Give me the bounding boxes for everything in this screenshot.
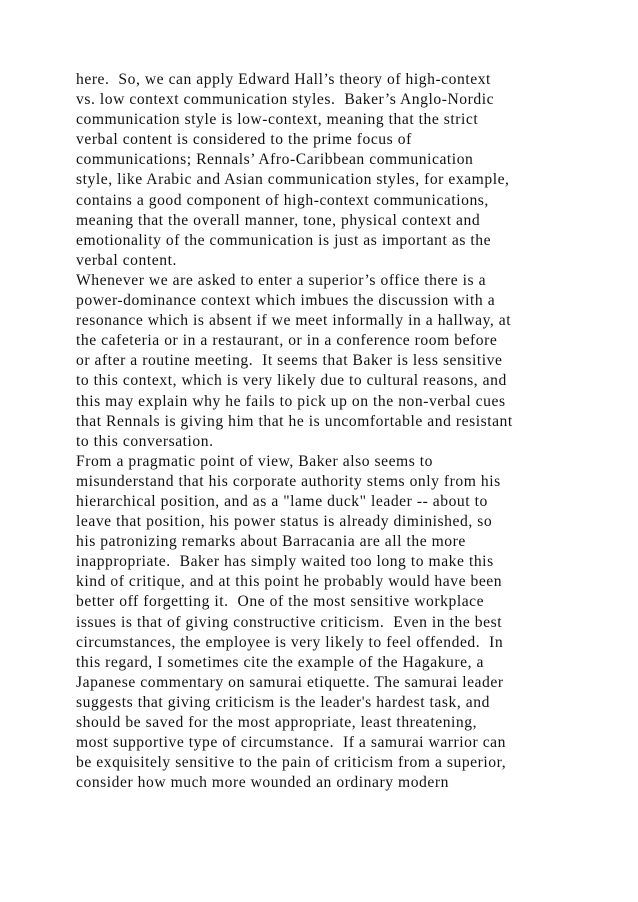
text-line: that Rennals is giving him that he is uncomfortable and resistant [76,412,513,430]
text-line: power-dominance context which imbues the discussion with a [76,292,496,310]
text-line: to this context, which is very likely due to cultural reasons, and [76,372,507,390]
text-line: most supportive type of circumstance. If a samurai warrior can [76,734,506,752]
text-line: issues is that of giving constructive criticism. Even in the best [76,613,503,631]
text-line: verbal content. [76,251,177,269]
text-line: style, like Arabic and Asian communication styles, for example, [76,171,510,189]
text-line: verbal content is considered to the prime focus of [76,131,412,149]
text-line: to this conversation. [76,432,214,450]
text-line: resonance which is absent if we meet informally in a hallway, at [76,312,512,330]
text-line: his patronizing remarks about Barracania are all the more [76,533,466,551]
text-line: hierarchical position, and as a "lame duck" leader -- about to [76,492,488,510]
text-line: meaning that the overall manner, tone, physical context and [76,211,481,229]
text-line: leave that position, his power status is already diminished, so [76,513,493,531]
text-line: suggests that giving criticism is the leader's hardest task, and [76,693,490,711]
text-line: emotionality of the communication is just as important as the [76,231,492,249]
text-line: or after a routine meeting. It seems that Baker is less sensitive [76,352,503,370]
text-line: communications; Rennals’ Afro-Caribbean communication [76,151,474,169]
text-line: kind of critique, and at this point he probably would have been [76,573,503,591]
text-line: this regard, I sometimes cite the example of the Hagakure, a [76,653,484,671]
text-line: better off forgetting it. One of the most sensitive workplace [76,593,485,611]
body-text [76,70,576,793]
text-line: Whenever we are asked to enter a superior’s office there is a [76,271,487,289]
text-line: Japanese commentary on samurai etiquette. The samurai leader [76,673,504,691]
text-line: communication style is low-context, meaning that the strict [76,111,479,129]
text-line: inappropriate. Baker has simply waited too long to make this [76,553,494,571]
text-line: contains a good component of high-context communications, [76,191,489,209]
text-line: here. So, we can apply Edward Hall’s theory of high-context [76,71,491,88]
text-line: should be saved for the most appropriate, least threatening, [76,714,478,731]
text-line: misunderstand that his corporate authority stems only from his [76,472,501,490]
text-line: From a pragmatic point of view, Baker also seems to [76,452,434,470]
text-line: consider how much more wounded an ordinary modern [76,774,449,792]
text-line: this may explain why he fails to pick up on the non-verbal cues [76,392,506,410]
text-line: the cafeteria or in a restaurant, or in a conference room before [76,332,498,350]
text-line: be exquisitely sensitive to the pain of criticism from a superior, [76,754,507,772]
text-line: circumstances, the employee is very likely to feel offended. In [76,633,504,651]
text-line: vs. low context communication styles. Baker’s Anglo-Nordic [76,91,495,109]
